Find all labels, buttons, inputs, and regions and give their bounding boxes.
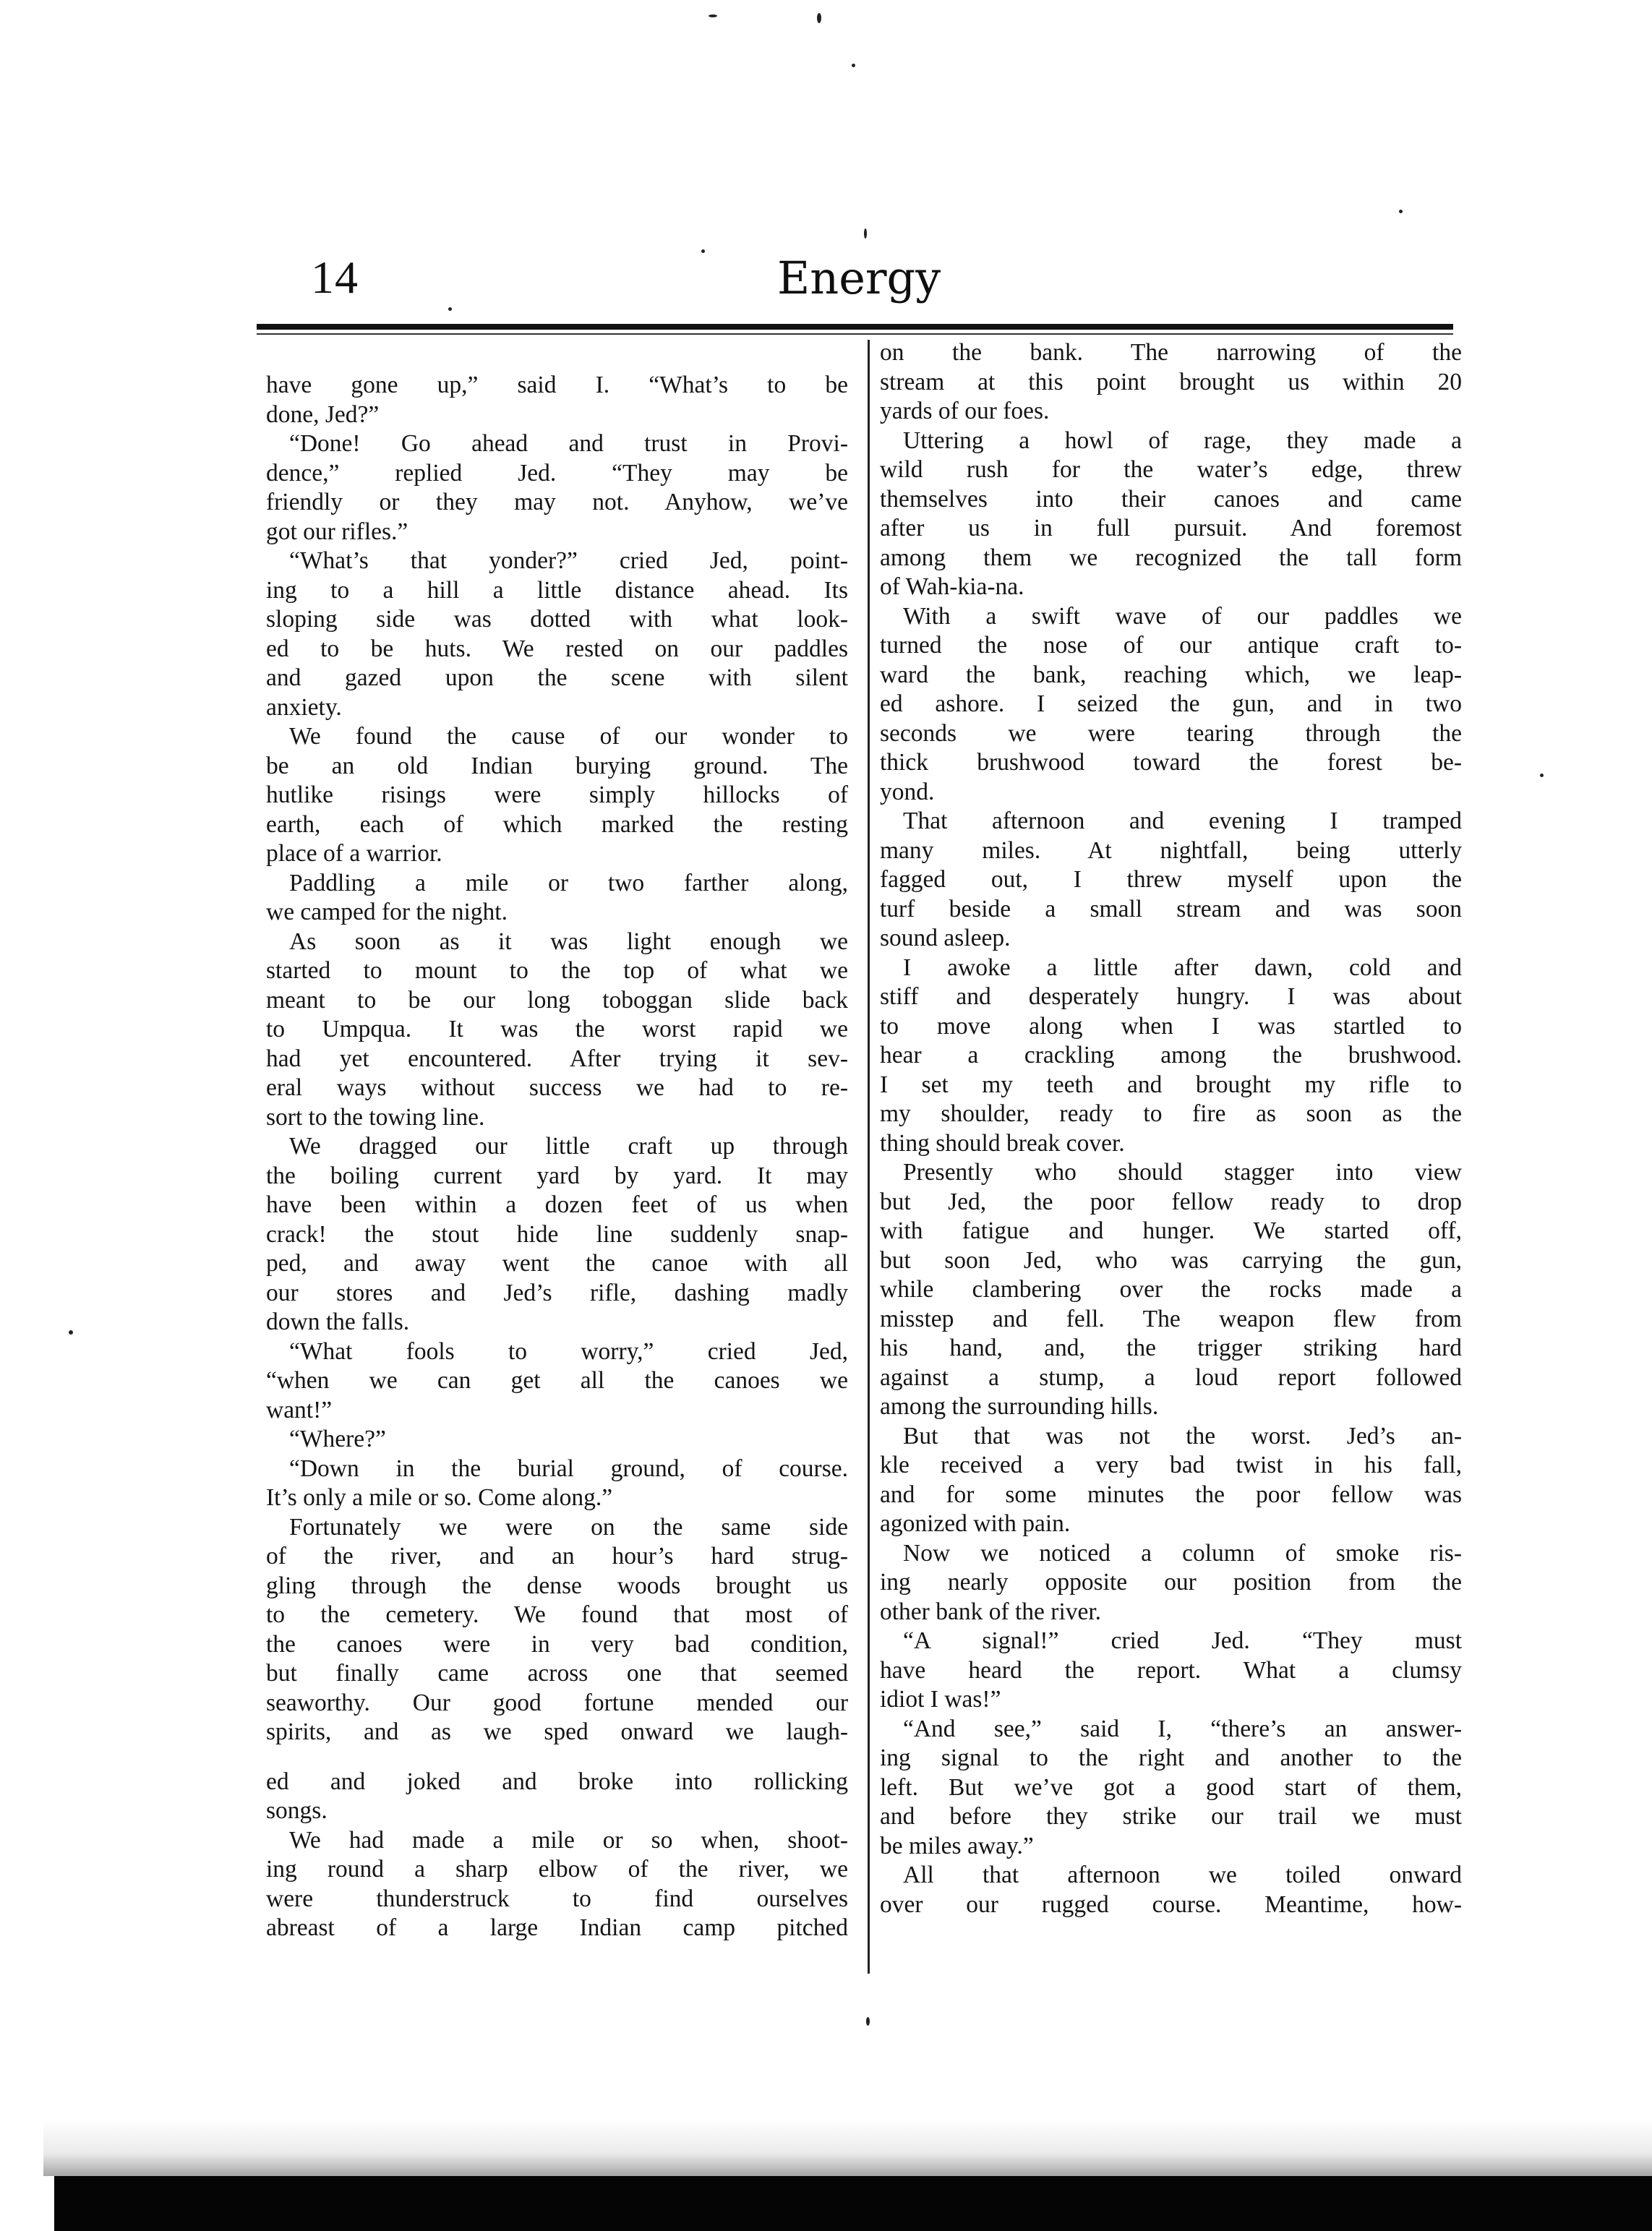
scan-speck	[448, 307, 452, 311]
text-line: stiff and desperately hungry. I was about	[880, 983, 1462, 1010]
scan-speck	[69, 1330, 73, 1335]
text-line: down the falls.	[266, 1309, 410, 1335]
scan-speck	[864, 228, 867, 239]
text-line: Fortunately we were on the same side	[289, 1513, 848, 1541]
text-line: have heard the report. What a clumsy	[880, 1656, 1462, 1684]
text-line: while clambering over the rocks made a	[880, 1276, 1462, 1303]
text-line: ed to be huts. We rested on our paddles	[266, 635, 848, 662]
text-line: But that was not the worst. Jed’s an-	[903, 1422, 1462, 1449]
text-line: dence,” replied Jed. “They may be	[266, 459, 848, 487]
text-line: Now we noticed a column of smoke ris-	[903, 1539, 1462, 1567]
text-line: other bank of the river.	[880, 1598, 1102, 1625]
text-line: be miles away.”	[880, 1832, 1034, 1859]
text-line: friendly or they may not. Anyhow, we’ve	[266, 489, 848, 515]
text-line: we camped for the night.	[266, 899, 508, 925]
scan-left-edge	[0, 0, 65, 2231]
text-line: and gazed upon the scene with silent	[266, 664, 848, 691]
text-line: hutlike risings were simply hillocks of	[266, 782, 848, 808]
text-line: With a swift wave of our paddles we	[903, 602, 1462, 630]
text-line: ped, and away went the canoe with all	[266, 1250, 848, 1277]
text-line: after us in full pursuit. And foremost	[880, 515, 1462, 541]
text-line: place of a warrior.	[266, 840, 442, 867]
text-line: themselves into their canoes and came	[880, 485, 1462, 513]
text-line: Presently who should stagger into view	[903, 1159, 1462, 1186]
text-line: anxiety.	[266, 693, 342, 721]
text-line: among the surrounding hills.	[880, 1393, 1159, 1420]
text-line: among them we recognized the tall form	[880, 544, 1462, 571]
text-line: kle received a very bad twist in his fall,	[880, 1452, 1462, 1478]
text-line: done, Jed?”	[266, 401, 380, 428]
text-line: to the cemetery. We found that most of	[266, 1601, 848, 1628]
header-rule-thin	[257, 333, 1453, 335]
text-line: Uttering a howl of rage, they made a	[903, 427, 1462, 454]
text-line: wild rush for the water’s edge, threw	[880, 456, 1462, 483]
column-divider	[868, 340, 870, 1974]
page-number: 14	[311, 252, 359, 303]
text-line: his hand, and, the trigger striking hard	[880, 1335, 1462, 1361]
text-line: sort to the towing line.	[266, 1103, 485, 1131]
text-line: but soon Jed, who was carrying the gun,	[880, 1246, 1462, 1274]
text-line: have been within a dozen feet of us when	[266, 1191, 848, 1218]
text-line: ed ashore. I seized the gun, and in two	[880, 690, 1462, 717]
text-line: I awoke a little after dawn, cold and	[903, 954, 1462, 981]
text-line: turned the nose of our antique craft to-	[880, 632, 1462, 659]
text-line: with fatigue and hunger. We started off,	[880, 1217, 1462, 1244]
text-line: Paddling a mile or two farther along,	[289, 869, 848, 896]
text-line: had yet encountered. After trying it sev-	[266, 1045, 848, 1072]
text-line: yond.	[880, 778, 935, 805]
text-line: turf beside a small stream and was soon	[880, 895, 1462, 922]
text-line: and before they strike our trail we must	[880, 1803, 1462, 1830]
scan-speck	[1399, 210, 1403, 213]
text-line: seconds we were tearing through the	[880, 719, 1462, 747]
text-line: We had made a mile or so when, shoot-	[289, 1826, 848, 1854]
text-line: ing nearly opposite our position from the	[880, 1569, 1462, 1596]
text-line: songs.	[266, 1797, 328, 1824]
scan-speck	[817, 13, 821, 23]
scan-speck	[852, 64, 855, 67]
text-line: and for some minutes the poor fellow was	[880, 1481, 1462, 1508]
text-line: want!”	[266, 1396, 333, 1423]
text-line: of the river, and an hour’s hard strug-	[266, 1543, 848, 1570]
text-line: We found the cause of our wonder to	[289, 723, 848, 750]
text-line: All that afternoon we toiled onward	[903, 1862, 1462, 1888]
text-line: “when we can get all the canoes we	[266, 1367, 848, 1394]
text-line: abreast of a large Indian camp pitched	[266, 1914, 848, 1941]
text-line: yards of our foes.	[880, 398, 1050, 424]
text-line: against a stump, a loud report followed	[880, 1363, 1462, 1391]
text-line: earth, each of which marked the resting	[266, 810, 848, 838]
scan-speck	[1540, 774, 1544, 777]
text-line: gling through the dense woods brought us	[266, 1572, 848, 1599]
text-line: eral ways without success we had to re-	[266, 1074, 848, 1101]
text-line: meant to be our long toboggan slide back	[266, 986, 848, 1014]
text-line: the canoes were in very bad condition,	[266, 1630, 848, 1658]
text-line: ing signal to the right and another to the	[880, 1744, 1462, 1771]
text-line: As soon as it was light enough we	[289, 928, 848, 955]
text-line: “And see,” said I, “there’s an answer-	[903, 1715, 1462, 1742]
text-line: thick brushwood toward the forest be-	[880, 749, 1462, 776]
text-line: to Umpqua. It was the worst rapid we	[266, 1016, 848, 1042]
text-line: on the bank. The narrowing of the	[880, 339, 1462, 366]
text-line: seaworthy. Our good fortune mended our	[266, 1689, 848, 1716]
text-line: “A signal!” cried Jed. “They must	[903, 1627, 1462, 1654]
text-line: fagged out, I threw myself upon the	[880, 866, 1462, 893]
text-line: have gone up,” said I. “What’s to be	[266, 372, 848, 398]
scan-speck	[866, 2017, 870, 2026]
scan-speck	[709, 14, 717, 17]
text-line: but finally came across one that seemed	[266, 1660, 848, 1687]
text-line: I set my teeth and brought my rifle to	[880, 1071, 1462, 1098]
text-line: That afternoon and evening I tramped	[903, 808, 1462, 834]
text-line: “Down in the burial ground, of course.	[289, 1455, 848, 1482]
text-line: but Jed, the poor fellow ready to drop	[880, 1188, 1462, 1215]
text-line: ward the bank, reaching which, we leap-	[880, 661, 1462, 688]
text-line: idiot I was!”	[880, 1686, 1001, 1713]
text-line: many miles. At nightfall, being utterly	[880, 836, 1462, 864]
text-line: misstep and fell. The weapon flew from	[880, 1305, 1462, 1332]
text-line: We dragged our little craft up through	[289, 1133, 848, 1160]
text-line: crack! the stout hide line suddenly snap-	[266, 1220, 848, 1248]
text-line: over our rugged course. Meantime, how-	[880, 1890, 1462, 1918]
text-line: be an old Indian burying ground. The	[266, 752, 848, 779]
text-line: It’s only a mile or so. Come along.”	[266, 1484, 613, 1511]
text-line: my shoulder, ready to fire as soon as the	[880, 1100, 1462, 1127]
left-text-column	[266, 371, 848, 1943]
text-line: “What fools to worry,” cried Jed,	[289, 1337, 848, 1365]
text-line: stream at this point brought us within 20	[880, 368, 1462, 395]
text-line: sloping side was dotted with what look-	[266, 606, 848, 633]
text-line: left. But we’ve got a good start of them,	[880, 1773, 1462, 1801]
text-line: the boiling current yard by yard. It may	[266, 1162, 848, 1189]
text-line: “Done! Go ahead and trust in Provi-	[289, 430, 848, 457]
header-rule	[257, 324, 1453, 330]
text-line: our stores and Jed’s rifle, dashing madly	[266, 1279, 848, 1306]
text-line: got our rifles.”	[266, 518, 408, 545]
text-line: were thunderstruck to find ourselves	[266, 1885, 848, 1912]
text-line: started to mount to the top of what we	[266, 957, 848, 984]
text-line: “What’s that yonder?” cried Jed, point-	[289, 547, 848, 574]
text-line: ing to a hill a little distance ahead. Its	[266, 576, 848, 604]
scan-bottom-fade	[43, 2118, 1652, 2176]
text-line: ed and joked and broke into rollicking	[266, 1768, 848, 1795]
text-line: agonized with pain.	[880, 1510, 1071, 1537]
text-line: spirits, and as we sped onward we laugh-	[266, 1718, 848, 1745]
text-line: “Where?”	[289, 1426, 386, 1452]
line-gap	[266, 1747, 848, 1768]
text-line: ing round a sharp elbow of the river, we	[266, 1856, 848, 1883]
scan-bottom-shadow	[54, 2176, 1652, 2231]
masthead-title: Energy	[777, 252, 941, 304]
text-line: to move along when I was startled to	[880, 1012, 1462, 1040]
text-line: thing should break cover.	[880, 1129, 1125, 1157]
text-line: hear a crackling among the brushwood.	[880, 1042, 1462, 1069]
right-text-column	[880, 338, 1462, 1919]
text-line: of Wah-kia-na.	[880, 573, 1024, 600]
scan-speck	[701, 249, 705, 253]
text-line: sound asleep.	[880, 925, 1011, 951]
